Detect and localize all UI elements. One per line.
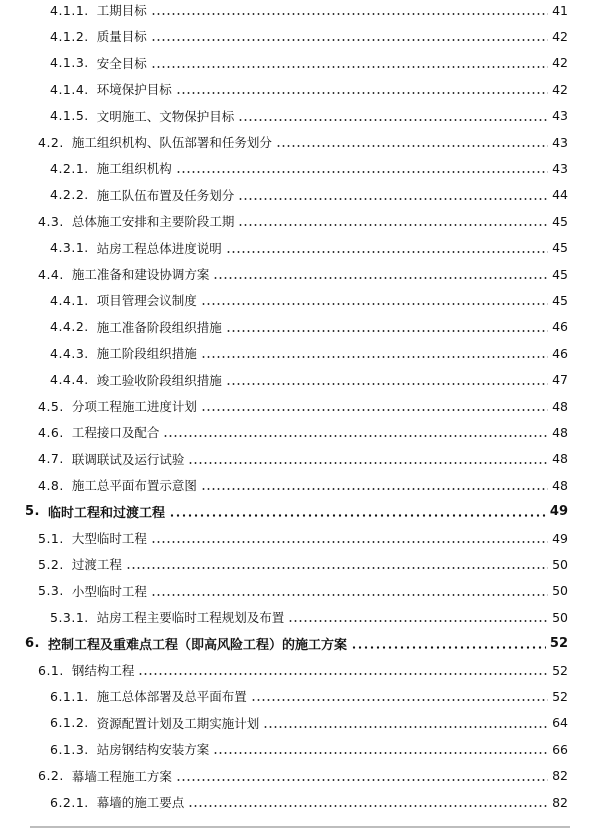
toc-entry-title: 过渡工程 [71,557,122,573]
toc-entry-title: 施工准备阶段组织措施 [96,319,222,335]
toc-entry[interactable] [38,554,568,574]
toc-entry-number: 4.4. [38,266,64,282]
toc-entry-title: 施工队伍布置及任务划分 [96,187,235,203]
toc-entry-title: 大型临时工程 [71,531,147,546]
toc-entry-page-number: 45 [552,240,568,256]
toc-entry[interactable] [38,132,568,152]
toc-entry-number: 4.5. [38,398,64,414]
toc-entry-number: 4.1.2. [50,28,89,44]
toc-entry-title: 站房工程总体进度说明 [96,240,222,256]
toc-dot-leader [151,13,548,15]
toc-entry-number: 6.1. [38,662,64,678]
toc-dot-leader [213,752,548,754]
toc-entry-number: 5.3.1. [50,609,89,625]
toc-entry-number: 6. [25,636,40,652]
toc-entry-title: 资源配置计划及工期实施计划 [96,715,260,731]
toc-entry[interactable] [50,370,568,390]
toc-entry-title: 安全目标 [96,55,147,71]
toc-dot-leader [151,594,548,596]
toc-entry-number: 6.2.1. [50,794,89,810]
toc-dot-leader [188,805,548,807]
toc-dot-leader [201,488,548,490]
toc-entry-page-number: 48 [552,424,568,440]
toc-entry-number: 6.2. [38,768,64,784]
toc-dot-leader [226,330,548,332]
toc-entry-title: 幕墙工程施工方案 [71,768,172,784]
toc-entry-title: 施工总体部署及总平面布置 [96,689,247,705]
toc-entry-page-number: 42 [552,28,568,44]
toc-entry-title: 项目管理会议制度 [96,293,197,309]
toc-entry-page-number: 49 [552,530,568,546]
toc-entry-page-number: 42 [552,81,568,97]
toc-entry-page-number: 52 [549,636,568,652]
toc-entry-number: 5.3. [38,583,64,599]
toc-entry[interactable] [50,343,568,363]
toc-entry[interactable] [38,449,568,469]
toc-dot-leader [138,673,548,675]
toc-entry[interactable] [50,106,568,126]
toc-entry-title: 总体施工安排和主要阶段工期 [71,214,235,230]
toc-entry[interactable] [25,502,568,522]
toc-entry-page-number: 47 [552,372,568,388]
toc-dot-leader [176,779,548,781]
toc-dot-leader [188,462,548,464]
toc-dot-leader [163,435,548,437]
toc-entry-title: 环境保护目标 [96,82,172,98]
toc-entry[interactable] [50,0,568,20]
toc-entry-number: 4.8. [38,477,64,493]
toc-entry-number: 4.6. [38,424,64,440]
page-bottom-rule [30,826,570,828]
toc-entry-page-number: 49 [549,504,568,520]
toc-entry-number: 4.2.1. [50,160,89,176]
toc-entry-page-number: 48 [552,451,568,467]
toc-entry-number: 5.2. [38,556,64,572]
toc-entry-title: 施工准备和建设协调方案 [71,267,210,282]
toc-entry-page-number: 42 [552,55,568,71]
toc-entry[interactable] [50,739,568,759]
toc-entry[interactable] [38,422,568,442]
toc-entry[interactable] [50,53,568,73]
toc-dot-leader [151,541,548,543]
toc-entry-page-number: 43 [552,160,568,176]
toc-entry[interactable] [50,158,568,178]
toc-entry-page-number: 44 [552,187,568,203]
toc-dot-leader [251,699,548,701]
toc-entry[interactable] [38,211,568,231]
toc-dot-leader [201,303,548,305]
toc-entry-page-number: 50 [552,609,568,625]
toc-dot-leader [176,171,548,173]
toc-entry-number: 4.3.1. [50,240,89,256]
toc-entry[interactable] [50,26,568,46]
toc-entry[interactable] [50,607,568,627]
toc-entry-title: 站房工程主要临时工程规划及布置 [96,610,285,626]
toc-entry-page-number: 41 [552,2,568,18]
toc-entry-title: 联调联试及运行试验 [71,451,185,467]
toc-entry[interactable] [50,185,568,205]
toc-entry-title: 小型临时工程 [71,583,147,599]
toc-entry-page-number: 66 [552,741,568,757]
toc-entry-number: 4.1.3. [50,55,89,71]
toc-entry-number: 4.2. [38,134,64,150]
toc-entry-title: 站房钢结构安装方案 [96,742,210,758]
toc-entry-page-number: 64 [552,715,568,731]
toc-entry-number: 5. [25,504,40,520]
toc-dot-leader [351,646,546,649]
toc-dot-leader [201,409,548,411]
toc-entry[interactable] [38,264,568,284]
toc-entry-title: 施工组织机构、队伍部署和任务划分 [71,135,272,150]
toc-entry[interactable] [38,581,568,601]
toc-dot-leader [176,92,548,94]
toc-dot-leader [226,383,548,385]
toc-entry-number: 4.2.2. [50,187,89,203]
toc-entry-page-number: 45 [552,266,568,282]
toc-entry-page-number: 52 [552,688,568,704]
toc-entry[interactable] [38,766,568,786]
toc-dot-leader [213,277,548,279]
toc-dot-leader [276,145,548,147]
toc-entry-title: 文明施工、文物保护目标 [96,108,235,124]
toc-entry-number: 4.1.5. [50,108,89,124]
toc-entry-number: 4.1.1. [50,2,89,18]
toc-entry-title: 钢结构工程 [71,663,135,678]
toc-dot-leader [238,224,548,226]
toc-entry[interactable] [38,475,568,495]
toc-entry-title: 控制工程及重难点工程（即高风险工程）的施工方案 [47,638,347,654]
toc-entry-title: 工期目标 [96,3,147,18]
toc-entry[interactable] [50,290,568,310]
toc-entry[interactable] [50,79,568,99]
toc-entry-number: 6.1.3. [50,741,89,757]
toc-dot-leader [226,251,548,253]
toc-entry[interactable] [38,396,568,416]
toc-entry-page-number: 45 [552,292,568,308]
toc-dot-leader [288,620,548,622]
toc-entry-page-number: 48 [552,477,568,493]
toc-entry-page-number: 52 [552,662,568,678]
toc-entry-title: 分项工程施工进度计划 [71,399,197,414]
toc-entry-page-number: 48 [552,398,568,414]
toc-entry-title: 施工阶段组织措施 [96,346,197,362]
toc-dot-leader [238,198,548,200]
toc-entry-number: 6.1.1. [50,688,89,704]
toc-dot-leader [169,514,546,517]
toc-dot-leader [151,39,548,41]
toc-entry-number: 4.3. [38,213,64,229]
toc-entry-page-number: 82 [552,794,568,810]
toc-entry[interactable] [50,792,568,812]
toc-entry-number: 4.7. [38,451,64,467]
toc-entry[interactable] [25,634,568,654]
toc-entry-title: 竣工验收阶段组织措施 [96,372,222,388]
toc-dot-leader [201,356,548,358]
toc-entry-title: 施工组织机构 [96,161,172,177]
toc-entry-page-number: 46 [552,319,568,335]
toc-entry-page-number: 50 [552,556,568,572]
toc-dot-leader [238,119,548,121]
toc-dot-leader [151,66,548,68]
toc-entry-title: 工程接口及配合 [71,425,160,441]
toc-entry-number: 4.4.3. [50,345,89,361]
toc-dot-leader [126,567,548,569]
toc-entry-page-number: 46 [552,345,568,361]
toc-entry-page-number: 43 [552,108,568,124]
toc-entry[interactable] [38,528,568,548]
toc-entry-number: 4.1.4. [50,81,89,97]
toc-entry-title: 质量目标 [96,29,147,45]
toc-entry-page-number: 50 [552,583,568,599]
toc-entry-number: 5.1. [38,530,64,546]
toc-entry-number: 4.4.1. [50,292,89,308]
toc-entry[interactable] [50,713,568,733]
toc-entry[interactable] [38,660,568,680]
toc-entry-page-number: 82 [552,768,568,784]
toc-entry-title: 临时工程和过渡工程 [47,506,165,522]
toc-entry-page-number: 45 [552,213,568,229]
toc-entry-number: 4.4.4. [50,372,89,388]
toc-entry[interactable] [50,686,568,706]
toc-dot-leader [263,726,548,728]
toc-entry-number: 6.1.2. [50,715,89,731]
toc-entry-title: 幕墙的施工要点 [96,795,185,810]
toc-entry-page-number: 43 [552,134,568,150]
toc-entry-number: 4.4.2. [50,319,89,335]
toc-entry[interactable] [50,238,568,258]
toc-entry[interactable] [50,317,568,337]
toc-entry-title: 施工总平面布置示意图 [71,478,197,494]
